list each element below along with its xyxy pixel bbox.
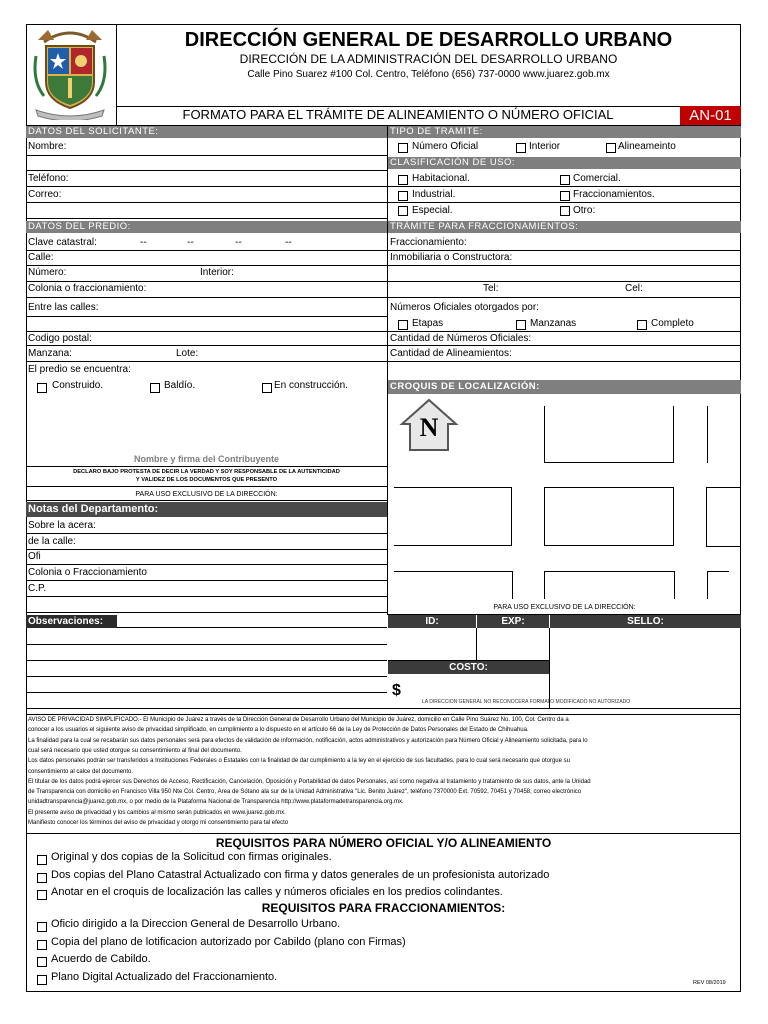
requisito-item: Copia del plano de lotificacion autorizado por Cabildo (plano con Firmas)	[51, 935, 406, 948]
predio-se-encuentra-label: El predio se encuentra:	[28, 364, 131, 375]
checkbox-habitacional[interactable]	[398, 175, 408, 185]
privacy-line: cual será necesario que usted otorgue su consentimiento al final del documento.	[28, 747, 242, 754]
field-nombre[interactable]: Nombre:	[28, 141, 67, 152]
checkbox-completo[interactable]	[637, 320, 647, 330]
checkbox-industrial[interactable]	[398, 191, 408, 201]
field-fraccionamiento[interactable]: Fraccionamiento:	[390, 237, 467, 248]
form-code-badge: AN-01	[680, 106, 741, 126]
signature-label: Nombre y firma del Contribuyente	[133, 454, 280, 464]
label-en-construccion: En construcción.	[274, 380, 348, 391]
section-clasificacion: CLASIFICACIÓN DE USO:	[388, 157, 741, 169]
requisito-checkbox[interactable]	[37, 890, 47, 900]
field-lote[interactable]: Lote:	[176, 348, 199, 359]
label-interior: Interior	[529, 141, 561, 152]
checkbox-manzanas[interactable]	[516, 320, 526, 330]
requisito-item: Dos copias del Plano Catastral Actualizado con firma y datos generales de un profesionista autorizado	[51, 868, 550, 881]
label-construido: Construido.	[52, 380, 104, 391]
privacy-line: El presente aviso de privacidad y los cambios al mismo serán publicados en www.juarez.gob.mx.	[28, 809, 286, 816]
section-croquis: CROQUIS DE LOCALIZACIÓN:	[388, 380, 741, 394]
numeros-otorgados-label: Números Oficiales otorgados por:	[390, 302, 539, 313]
field-cel[interactable]: Cel:	[625, 283, 643, 294]
checkbox-baldio[interactable]	[150, 383, 160, 393]
field-inmobiliaria[interactable]: Inmobiliaria o Constructora:	[390, 252, 513, 263]
requisitos-fracc-title: REQUISITOS PARA FRACCIONAMIENTOS:	[261, 901, 506, 915]
costo-dollar-sign: $	[392, 682, 401, 699]
label-alineamiento: Alineameinto	[618, 141, 676, 152]
field-codigo-postal[interactable]: Codigo postal:	[28, 333, 92, 344]
field-manzana[interactable]: Manzana:	[28, 348, 72, 359]
field-colonia[interactable]: Colonia o fraccionamiento:	[28, 283, 147, 294]
notas-departamento-header: Notas del Departamento:	[26, 502, 387, 517]
requisito-checkbox[interactable]	[37, 940, 47, 950]
checkbox-interior[interactable]	[516, 143, 526, 153]
field-de-la-calle[interactable]: de la calle:	[28, 536, 76, 547]
header-id: ID:	[388, 615, 476, 628]
requisito-checkbox[interactable]	[37, 922, 47, 932]
privacy-line: El titular de los datos podrá ejercer sus Derechos de Acceso, Rectificación, Cancelación, Oposición y Portabilidad de datos Personales, así como negativa al tratamiento y tratamiento de sus datos, ante la Unidad	[28, 778, 591, 785]
requisito-checkbox[interactable]	[37, 855, 47, 865]
privacy-line: Manifiesto conocer los términos del aviso de privacidad y otorgo mi consentimiento para tal efecto	[28, 820, 289, 826]
header-exp: EXP:	[477, 615, 549, 628]
declaro-line-1: DECLARO BAJO PROTESTA DE DECIR LA VERDAD Y SOY RESPONSABLE DE LA AUTENTICIDAD	[73, 469, 340, 475]
clave-dash-1: --	[140, 237, 147, 248]
croquis-block-mid-left	[394, 487, 512, 546]
privacy-line: AVISO DE PRIVACIDAD SIMPLIFICADO.- El Municipio de Juárez a través de la Dirección General de Desarrollo Urbano del Municipio de Juárez, domicilio en Calle Pino Suárez No. 100, Col. Centro da a	[28, 717, 569, 723]
label-etapas: Etapas	[412, 318, 444, 329]
north-letter: N	[419, 413, 439, 442]
requisito-checkbox[interactable]	[37, 975, 47, 985]
requisito-checkbox[interactable]	[37, 873, 47, 883]
privacy-line: Los datos personales podrán ser transferidos a Instituciones Federales o Estatales con la finalidad de dar cumplimiento a la ley en el ejercicio de sus facultades, para lo cual será necesario que otorgue su	[28, 758, 570, 765]
field-telefono[interactable]: Teléfono:	[28, 173, 69, 184]
privacy-line: de Transparencia con domicilio en Francisco Villa 950 Nte Col. Centro, Área de Sótano ala sur de la Unidad Administrativa "Lic. Benito Juárez", teléfono 7370000 Ext. 70592, 70451 y 70458, correo electrónico	[28, 789, 582, 796]
section-tramite-fraccionamientos: TRÁMITE PARA FRACCIONAMIENTOS:	[388, 221, 741, 233]
privacy-line: conocer a los usuarios el siguiente aviso de privacidad simplificado, en cumplimiento a lo dispuesto en el artículo 66 de la Ley de Protección de Datos Personales del Estado de Chihuahua.	[28, 727, 529, 734]
privacy-line: unidadtransparencia@juarez.gob.mx, o por medio de la Plataforma Nacional de Transparencia http://www.plataformadetransparencia.org.mx.	[28, 799, 404, 806]
requisito-item: Original y dos copias de la Solicitud con firmas originales.	[51, 851, 332, 863]
requisito-item: Plano Digital Actualizado del Fraccionamiento.	[51, 970, 278, 983]
label-otro: Otro:	[573, 205, 596, 216]
form-title: FORMATO PARA EL TRÁMITE DE ALINEAMIENTO O NÚMERO OFICIAL	[182, 107, 614, 122]
section-predio: DATOS DEL PREDIO:	[26, 221, 387, 233]
label-industrial: Industrial.	[412, 189, 456, 200]
requisito-checkbox[interactable]	[37, 957, 47, 967]
privacy-line: La finalidad para la cual se recabarán sus datos personales será para efectos de validación de información, notificación, actos administrativos y autorización para Número Oficial y Alineamiento solicitada, para lo	[28, 737, 588, 744]
label-manzanas: Manzanas	[530, 318, 577, 329]
page-title: DIRECCIÓN GENERAL DE DESARROLLO URBANO	[184, 29, 673, 51]
no-reconocera-note: LA DIRECCION GENERAL NO RECONOCERA FORMATO MODIFICADO NO AUTORIZADO	[422, 699, 631, 705]
croquis-block-mid-mid	[544, 487, 674, 546]
uso-exclusivo-right: PARA USO EXCLUSIVO DE LA DIRECCIÓN:	[493, 604, 636, 611]
field-correo[interactable]: Correo:	[28, 189, 62, 200]
requisito-item: Acuerdo de Cabildo.	[51, 953, 151, 965]
declaro-line-2: Y VALIDEZ DE LOS DOCUMENTOS QUE PRESENTO	[135, 477, 278, 483]
coat-of-arms-logo	[32, 26, 108, 120]
checkbox-en-construccion[interactable]	[262, 383, 272, 393]
clave-dash-4: --	[285, 237, 292, 248]
header-costo: COSTO:	[388, 661, 549, 674]
label-baldio: Baldío.	[164, 380, 196, 391]
checkbox-alineamiento[interactable]	[606, 143, 616, 153]
revision-label: REV 08/2019	[693, 980, 726, 986]
checkbox-fraccionamientos[interactable]	[560, 191, 570, 201]
field-tel[interactable]: Tel:	[483, 283, 499, 294]
address-line: Calle Pino Suarez #100 Col. Centro, Teléfono (656) 737-0000 www.juarez.gob.mx	[247, 69, 610, 80]
checkbox-comercial[interactable]	[560, 175, 570, 185]
section-solicitante: DATOS DEL SOLICITANTE:	[26, 126, 387, 138]
checkbox-construido[interactable]	[37, 383, 47, 393]
page-subtitle: DIRECCIÓN DE LA ADMINISTRACIÓN DEL DESARROLLO URBANO	[239, 52, 618, 66]
section-tipo-tramite: TIPO DE TRAMITE:	[388, 126, 741, 138]
field-colonia-fracc[interactable]: Colonia o Fraccionamiento	[28, 567, 147, 578]
privacy-line: consentimiento al calce del documento.	[28, 768, 134, 775]
label-comercial: Comercial.	[573, 173, 621, 184]
field-entre-calles[interactable]: Entre las calles:	[28, 302, 99, 313]
observaciones-label: Observaciones:	[26, 615, 117, 628]
field-clave-catastral[interactable]: Clave catastral:	[28, 237, 97, 248]
checkbox-otro[interactable]	[560, 206, 570, 216]
label-especial: Especial.	[412, 205, 453, 216]
field-calle[interactable]: Calle:	[28, 252, 54, 263]
field-sobre-acera[interactable]: Sobre la acera:	[28, 520, 96, 531]
label-habitacional: Habitacional.	[412, 173, 470, 184]
requisito-item: Anotar en el croquis de localización las calles y números oficiales en los predios colindantes.	[51, 886, 503, 898]
label-numero-oficial: Número Oficial	[412, 141, 479, 152]
field-cp-notas[interactable]: C.P.	[28, 583, 47, 594]
header-sello: SELLO:	[550, 615, 741, 628]
clave-dash-3: --	[235, 237, 242, 248]
requisito-item: Oficio dirigido a la Direccion General de Desarrollo Urbano.	[51, 918, 341, 930]
requisitos-numero-title: REQUISITOS PARA NÚMERO OFICIAL Y/O ALINEAMIENTO	[215, 836, 552, 850]
checkbox-etapas[interactable]	[398, 320, 408, 330]
field-ofi[interactable]: Ofi	[28, 551, 41, 562]
field-cantidad-numeros[interactable]: Cantidad de Números Oficiales:	[390, 333, 532, 344]
label-fraccionamientos: Fraccionamientos.	[573, 189, 655, 200]
clave-dash-2: --	[187, 237, 194, 248]
field-interior[interactable]: Interior:	[200, 267, 234, 278]
label-completo: Completo	[651, 318, 694, 329]
field-numero[interactable]: Número:	[28, 267, 67, 278]
uso-exclusivo-left: PARA USO EXCLUSIVO DE LA DIRECCIÓN:	[135, 491, 278, 498]
checkbox-numero-oficial[interactable]	[398, 143, 408, 153]
north-arrow-icon	[396, 398, 462, 454]
croquis-block-top-mid	[544, 406, 674, 463]
checkbox-especial[interactable]	[398, 206, 408, 216]
field-cantidad-alineamientos[interactable]: Cantidad de Alineamientos:	[390, 348, 512, 359]
